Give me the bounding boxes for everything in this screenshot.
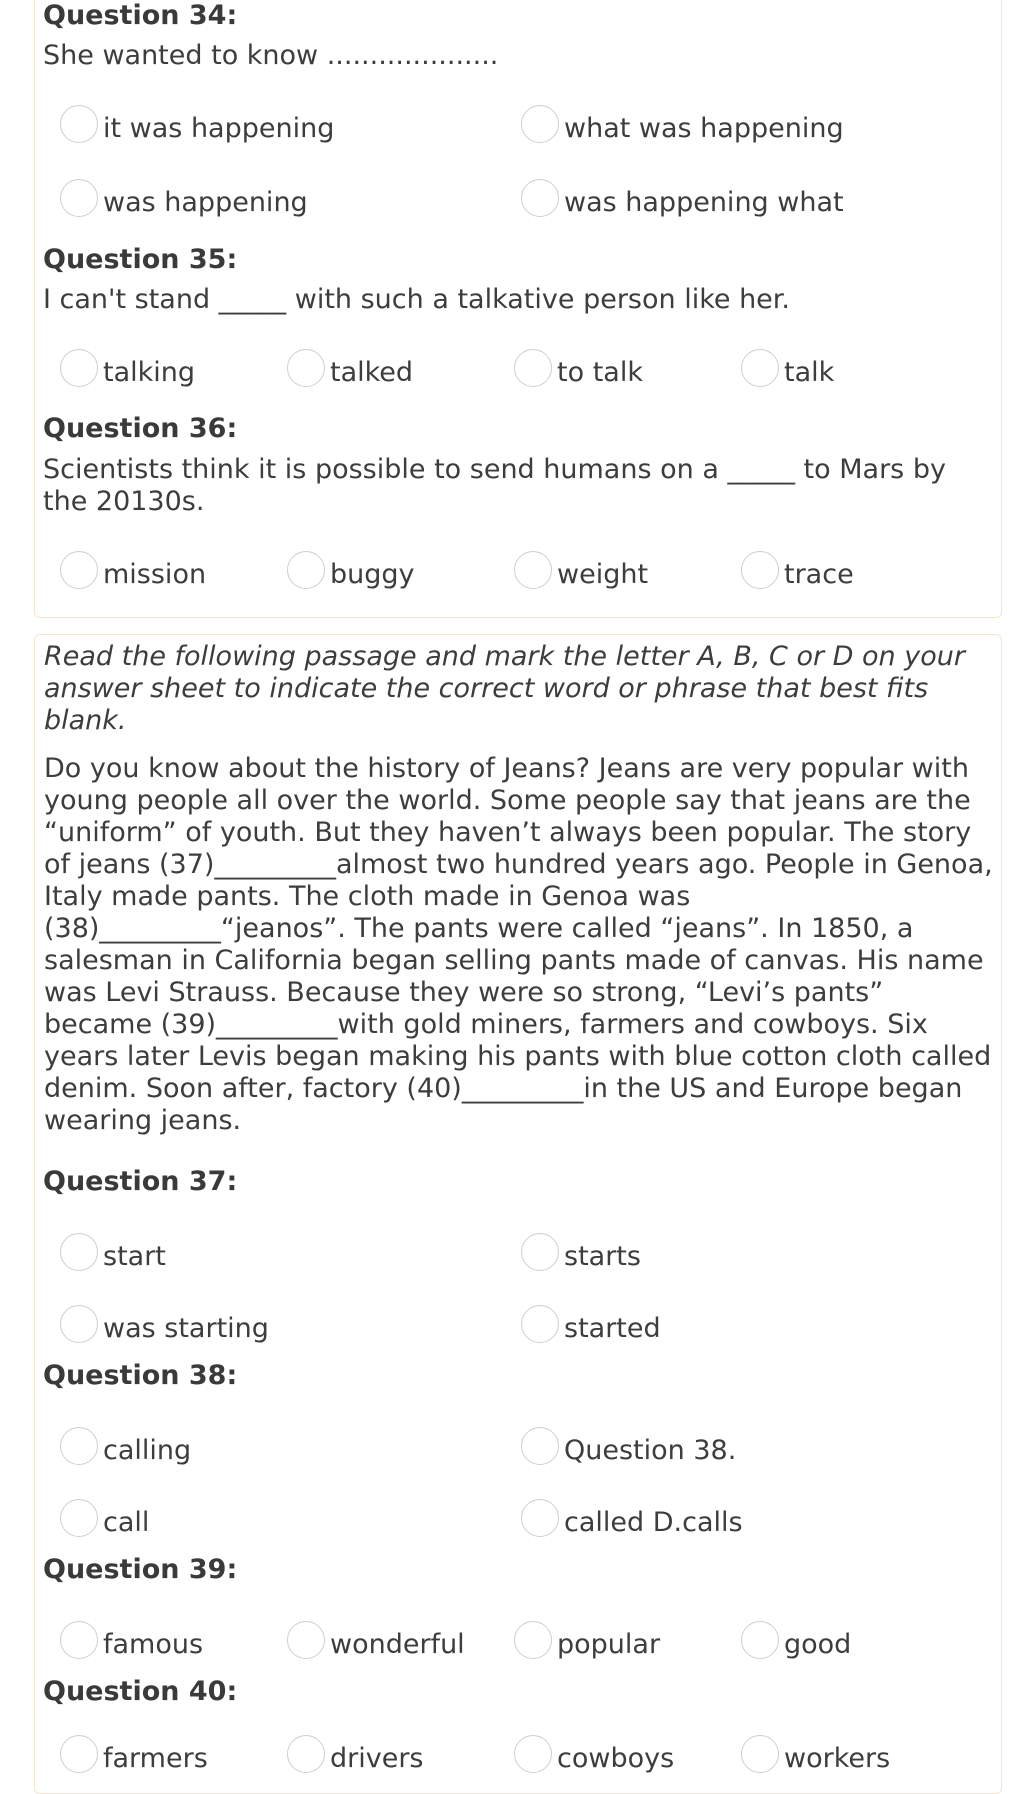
option-label: cowboys: [557, 1742, 675, 1774]
q40-option-a[interactable]: [60, 1736, 208, 1780]
q37-option-b[interactable]: [521, 1234, 641, 1278]
radio-button[interactable]: [60, 1427, 98, 1465]
radio-button[interactable]: [60, 349, 98, 387]
q40-option-c[interactable]: [514, 1736, 674, 1780]
question-36-title: Question 36:: [43, 413, 238, 444]
q36-option-a[interactable]: [60, 552, 206, 596]
radio-button[interactable]: [60, 1735, 98, 1773]
radio-button[interactable]: [60, 1233, 98, 1271]
q38-option-a[interactable]: [60, 1428, 191, 1472]
option-label: to talk: [557, 356, 643, 388]
q35-option-b[interactable]: [287, 350, 413, 394]
q34-option-d[interactable]: [521, 180, 844, 224]
option-label: wonderful: [330, 1628, 465, 1660]
radio-button[interactable]: [287, 1621, 325, 1659]
radio-button[interactable]: [741, 1735, 779, 1773]
radio-button[interactable]: [60, 1499, 98, 1537]
q36-option-b[interactable]: [287, 552, 415, 596]
reading-passage: Do you know about the history of Jeans? Jeans are very popular with young people all over the world. Some people say that jeans are the “uniform” of youth. But they haven’t always been popular. The story of jeans (37)_________almost two hundred years ago. People in Genoa, Italy made pants. The cloth made in Genoa was (38)_________“jeanos”. The pants were called “jeans”. In 1850, a salesman in California began selling pants made of canvas. His name was Levi Strauss. Because they were so strong, “Levi’s pants” became (39)_________with gold miners, farmers and cowboys. Six years later Levis began making his pants with blue cotton cloth called denim. Soon after, factory (40)_________in the US and Europe began wearing jeans.: [44, 753, 993, 1136]
radio-button[interactable]: [287, 551, 325, 589]
radio-button[interactable]: [521, 1427, 559, 1465]
radio-button[interactable]: [514, 551, 552, 589]
option-label: farmers: [103, 1742, 208, 1774]
radio-button[interactable]: [60, 1621, 98, 1659]
radio-button[interactable]: [521, 179, 559, 217]
option-label: calling: [103, 1434, 192, 1466]
option-label: started: [564, 1312, 661, 1344]
option-label: what was happening: [564, 112, 844, 144]
question-34-text: She wanted to know ....................: [43, 40, 499, 71]
q34-option-a[interactable]: [60, 106, 334, 150]
q39-option-b[interactable]: [287, 1622, 465, 1666]
radio-button[interactable]: [60, 105, 98, 143]
question-34-title: Question 34:: [43, 0, 238, 31]
question-35-title: Question 35:: [43, 244, 238, 275]
q36-option-d[interactable]: [741, 552, 854, 596]
option-label: workers: [784, 1742, 891, 1774]
radio-button[interactable]: [514, 1735, 552, 1773]
option-label: call: [103, 1506, 150, 1538]
option-label: talk: [784, 356, 835, 388]
radio-button[interactable]: [287, 349, 325, 387]
q38-option-d[interactable]: [521, 1500, 743, 1544]
option-label: drivers: [330, 1742, 424, 1774]
radio-button[interactable]: [741, 551, 779, 589]
question-36-text: Scientists think it is possible to send humans on a _____ to Mars by the 20130s.: [43, 454, 946, 517]
option-label: start: [103, 1240, 166, 1272]
radio-button[interactable]: [60, 551, 98, 589]
radio-button[interactable]: [60, 179, 98, 217]
question-38-title: Question 38:: [43, 1360, 238, 1391]
passage-instruction: Read the following passage and mark the letter A, B, C or D on your answer sheet to indicate the correct word or phrase that best fits blank.: [44, 641, 965, 736]
q35-option-d[interactable]: [741, 350, 834, 394]
radio-button[interactable]: [741, 1621, 779, 1659]
question-37-title: Question 37:: [43, 1166, 238, 1197]
radio-button[interactable]: [521, 1233, 559, 1271]
question-39-title: Question 39:: [43, 1554, 238, 1585]
radio-button[interactable]: [521, 1499, 559, 1537]
q35-option-a[interactable]: [60, 350, 195, 394]
option-label: buggy: [330, 558, 415, 590]
option-label: was happening what: [564, 186, 844, 218]
q37-option-c[interactable]: [60, 1306, 269, 1350]
option-label: good: [784, 1628, 852, 1660]
radio-button[interactable]: [521, 105, 559, 143]
question-35-text: I can't stand _____ with such a talkative person like her.: [43, 284, 790, 315]
option-label: famous: [103, 1628, 204, 1660]
q40-option-b[interactable]: [287, 1736, 424, 1780]
radio-button[interactable]: [287, 1735, 325, 1773]
option-label: it was happening: [103, 112, 335, 144]
q34-option-c[interactable]: [60, 180, 308, 224]
q39-option-d[interactable]: [741, 1622, 851, 1666]
q38-option-b[interactable]: [521, 1428, 736, 1472]
radio-button[interactable]: [514, 349, 552, 387]
option-label: was starting: [103, 1312, 269, 1344]
radio-button[interactable]: [514, 1621, 552, 1659]
option-label: Question 38.: [564, 1434, 737, 1466]
option-label: called D.calls: [564, 1506, 743, 1538]
q37-option-d[interactable]: [521, 1306, 661, 1350]
option-label: trace: [784, 558, 854, 590]
q40-option-d[interactable]: [741, 1736, 890, 1780]
question-40-title: Question 40:: [43, 1676, 238, 1707]
q39-option-c[interactable]: [514, 1622, 660, 1666]
option-label: popular: [557, 1628, 661, 1660]
q38-option-c[interactable]: [60, 1500, 149, 1544]
option-label: talked: [330, 356, 414, 388]
option-label: weight: [557, 558, 649, 590]
option-label: was happening: [103, 186, 308, 218]
radio-button[interactable]: [521, 1305, 559, 1343]
q36-option-c[interactable]: [514, 552, 648, 596]
option-label: starts: [564, 1240, 641, 1272]
option-label: talking: [103, 356, 196, 388]
q39-option-a[interactable]: [60, 1622, 203, 1666]
q34-option-b[interactable]: [521, 106, 844, 150]
option-label: mission: [103, 558, 207, 590]
q35-option-c[interactable]: [514, 350, 643, 394]
radio-button[interactable]: [60, 1305, 98, 1343]
radio-button[interactable]: [741, 349, 779, 387]
q37-option-a[interactable]: [60, 1234, 166, 1278]
